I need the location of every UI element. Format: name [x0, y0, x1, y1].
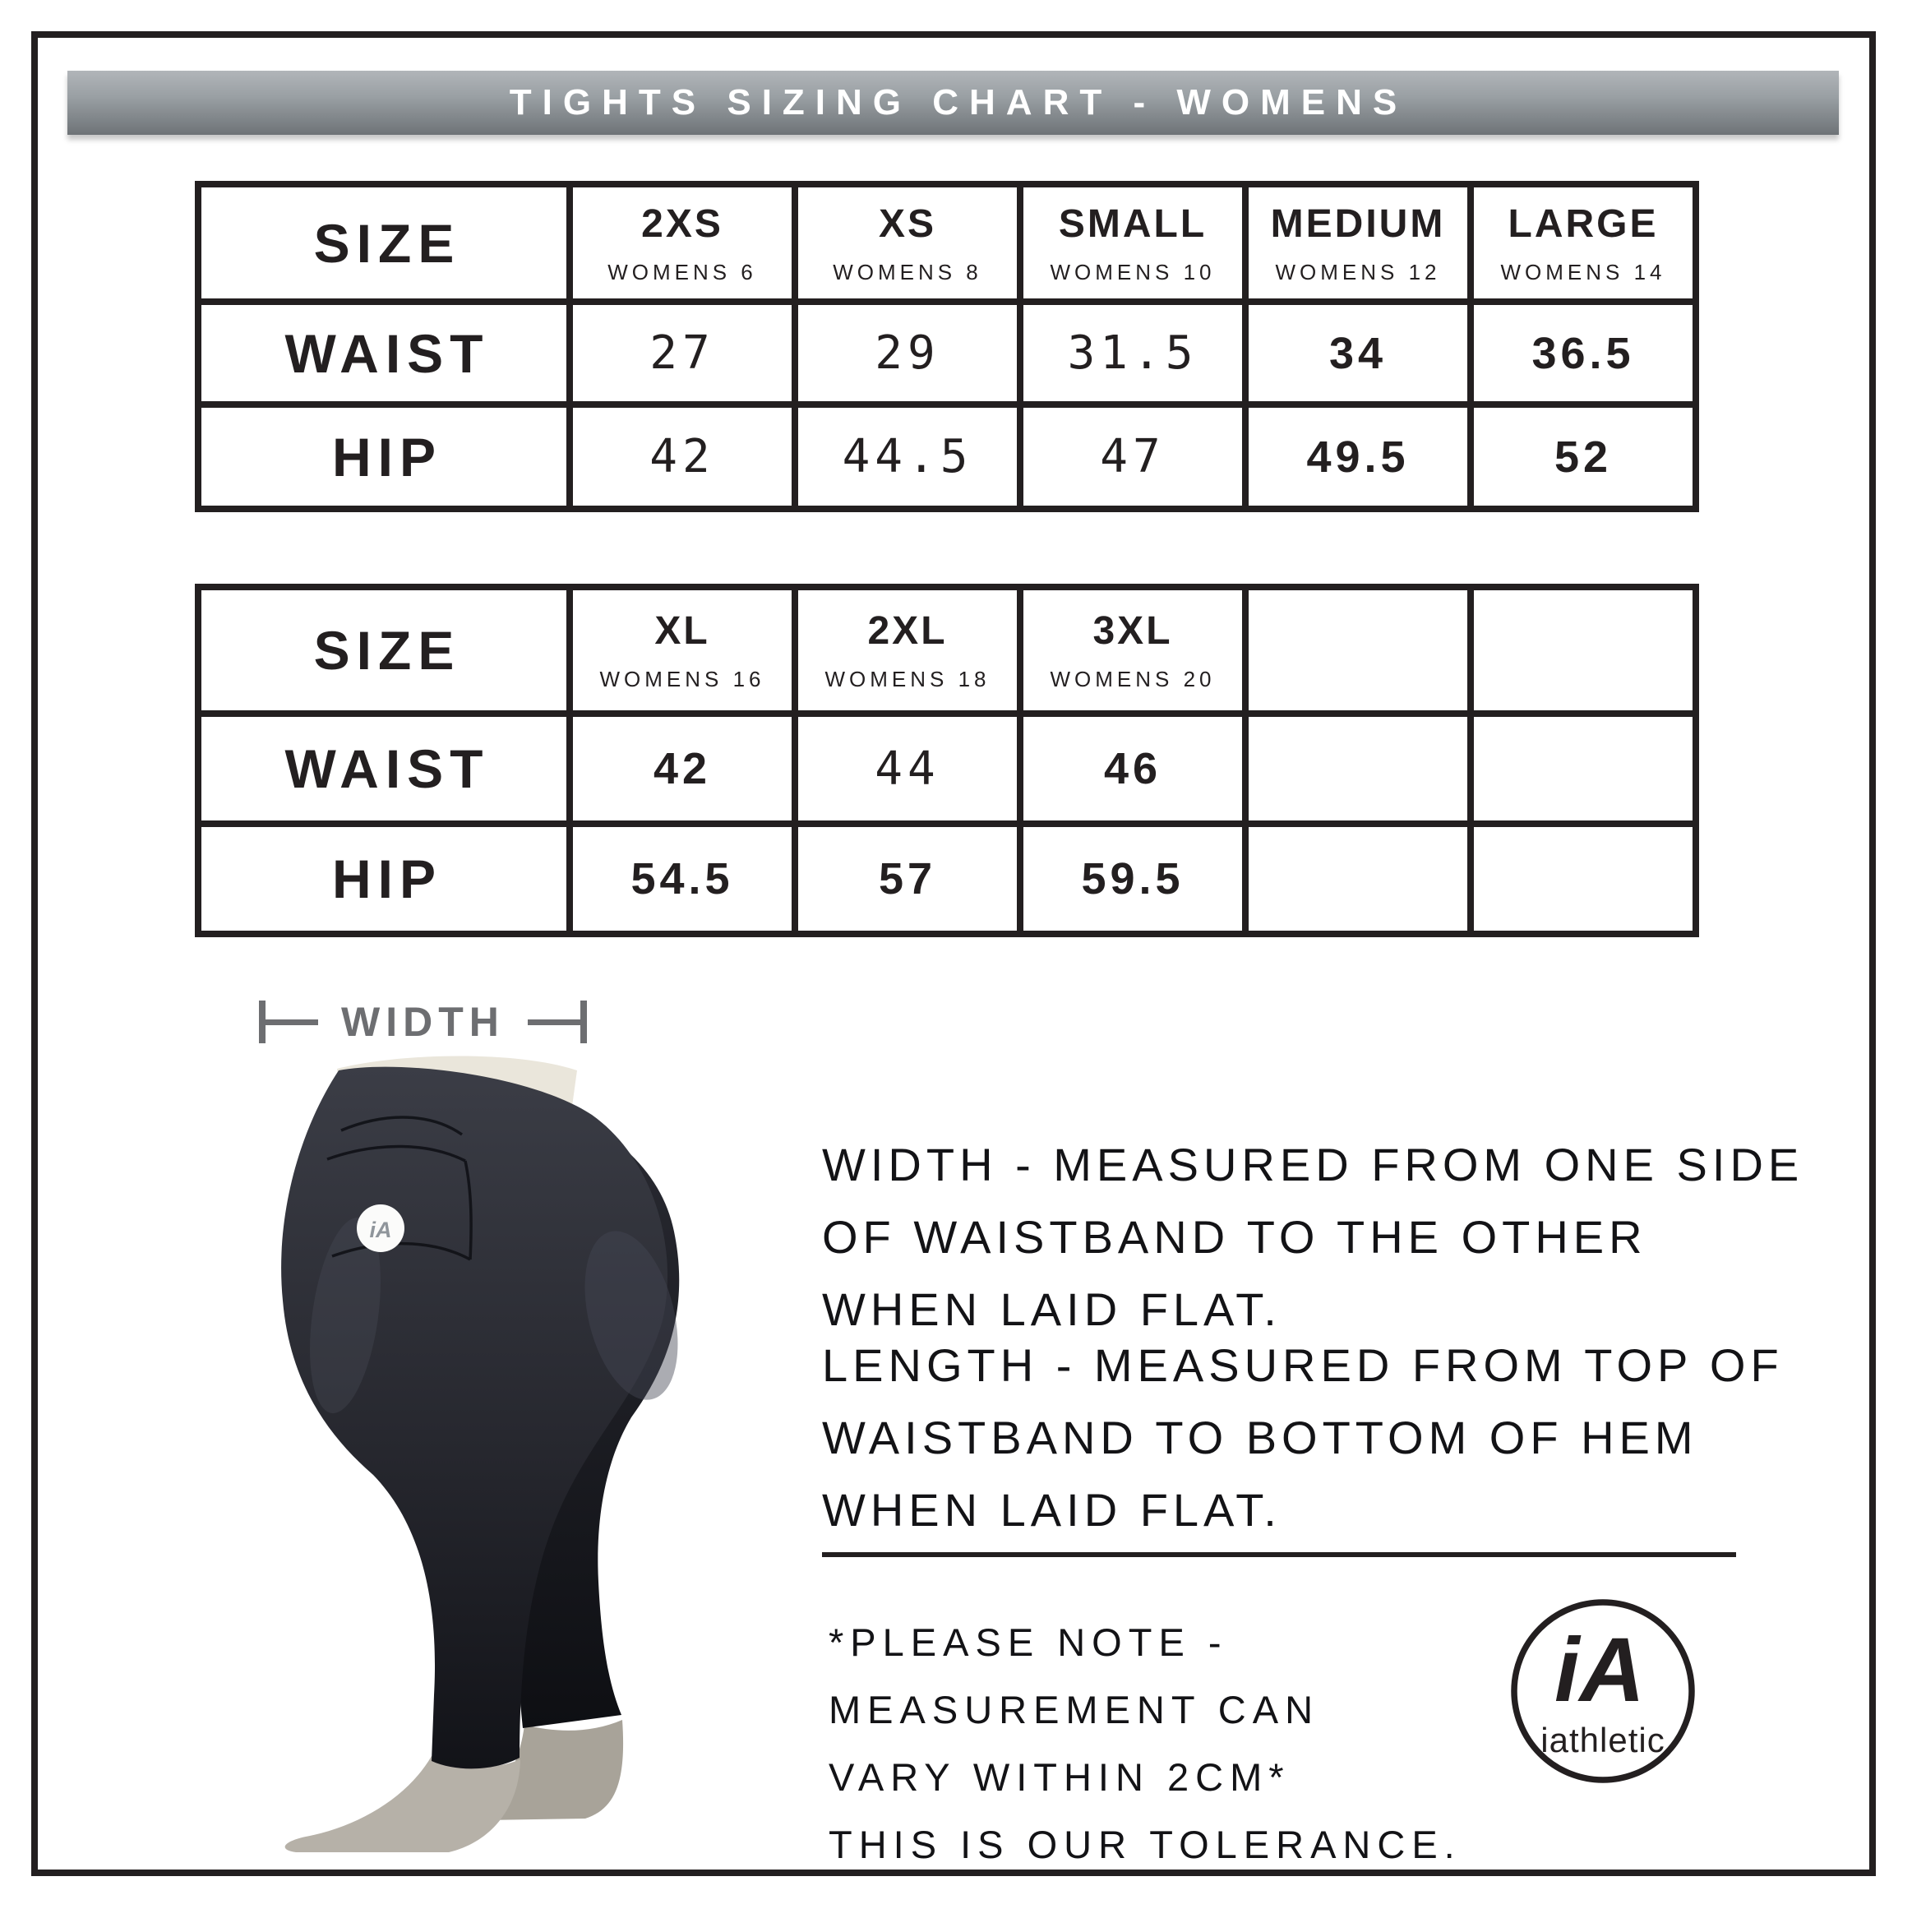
hip-value: 42 [573, 408, 792, 506]
hip-value: 52 [1474, 408, 1693, 506]
note-line: WHEN LAID FLAT. [822, 1483, 1282, 1536]
size-col-header: 2XL WOMENS 18 [798, 590, 1017, 710]
hip-value: 54.5 [573, 827, 792, 931]
logo-wordmark: iathletic [1540, 1721, 1665, 1759]
title-bar [67, 71, 1839, 135]
note-line: OF WAISTBAND TO THE OTHER [822, 1210, 1647, 1263]
measure-line-left [266, 1019, 318, 1025]
size-col-header: LARGE WOMENS 14 [1474, 187, 1693, 298]
size-chart-primary [195, 181, 1699, 512]
measure-bracket-right-icon [580, 1001, 587, 1043]
note-line: MEASUREMENT CAN [829, 1687, 1320, 1731]
note-line: THIS IS OUR TOLERANCE. [829, 1822, 1462, 1866]
waist-value-empty [1474, 717, 1693, 820]
row-label-size: SIZE [201, 590, 566, 710]
hip-value: 49.5 [1249, 408, 1467, 506]
waist-value: 29 [798, 305, 1017, 401]
note-line: *PLEASE NOTE - [829, 1620, 1228, 1664]
size-col-header: 3XL WOMENS 20 [1023, 590, 1242, 710]
size-col-header: XL WOMENS 16 [573, 590, 792, 710]
waist-value: 27 [573, 305, 792, 401]
length-note [822, 1329, 1784, 1546]
tolerance-note [829, 1608, 1462, 1878]
hip-value: 57 [798, 827, 1017, 931]
waist-value: 44 [798, 717, 1017, 820]
row-label-hip: HIP [201, 408, 566, 506]
hip-value: 59.5 [1023, 827, 1242, 931]
measure-bracket-left-icon [259, 1001, 266, 1043]
size-col-header-empty [1249, 590, 1467, 710]
hip-value: 44.5 [798, 408, 1017, 506]
size-col-header-empty [1474, 590, 1693, 710]
leggings-photo [247, 1052, 723, 1862]
waist-value: 46 [1023, 717, 1242, 820]
width-label: WIDTH [341, 999, 505, 1045]
note-line: LENGTH - MEASURED FROM TOP OF [822, 1338, 1784, 1391]
waist-value: 34 [1249, 305, 1467, 401]
row-label-waist: WAIST [201, 717, 566, 820]
note-line: VARY WITHIN 2CM* [829, 1754, 1291, 1799]
width-note [822, 1128, 1803, 1345]
row-label-size: SIZE [201, 187, 566, 298]
size-col-header: XS WOMENS 8 [798, 187, 1017, 298]
leggings-front-leg [281, 1067, 667, 1769]
size-col-header: MEDIUM WOMENS 12 [1249, 187, 1467, 298]
size-chart-extended [195, 584, 1699, 937]
iathletic-logo [1504, 1591, 1702, 1796]
width-measure-indicator [259, 1000, 587, 1044]
note-line: WHEN LAID FLAT. [822, 1283, 1282, 1335]
divider-line [822, 1552, 1736, 1557]
waist-value: 31.5 [1023, 305, 1242, 401]
measure-line-right [528, 1019, 580, 1025]
note-line: WAISTBAND TO BOTTOM OF HEM [822, 1411, 1698, 1463]
mannequin-front-foot [285, 1756, 520, 1852]
row-label-waist: WAIST [201, 305, 566, 401]
row-label-hip: HIP [201, 827, 566, 931]
hip-value: 47 [1023, 408, 1242, 506]
size-col-header: 2XS WOMENS 6 [573, 187, 792, 298]
note-line: WIDTH - MEASURED FROM ONE SIDE [822, 1138, 1804, 1190]
hip-value-empty [1474, 827, 1693, 931]
pocket-logo-mark: iA [369, 1218, 392, 1242]
waist-value: 36.5 [1474, 305, 1693, 401]
hip-value-empty [1249, 827, 1467, 931]
page-title: TIGHTS SIZING CHART - WOMENS [509, 82, 1408, 122]
logo-mark: iA [1554, 1620, 1645, 1721]
waist-value: 42 [573, 717, 792, 820]
size-col-header: SMALL WOMENS 10 [1023, 187, 1242, 298]
waist-value-empty [1249, 717, 1467, 820]
